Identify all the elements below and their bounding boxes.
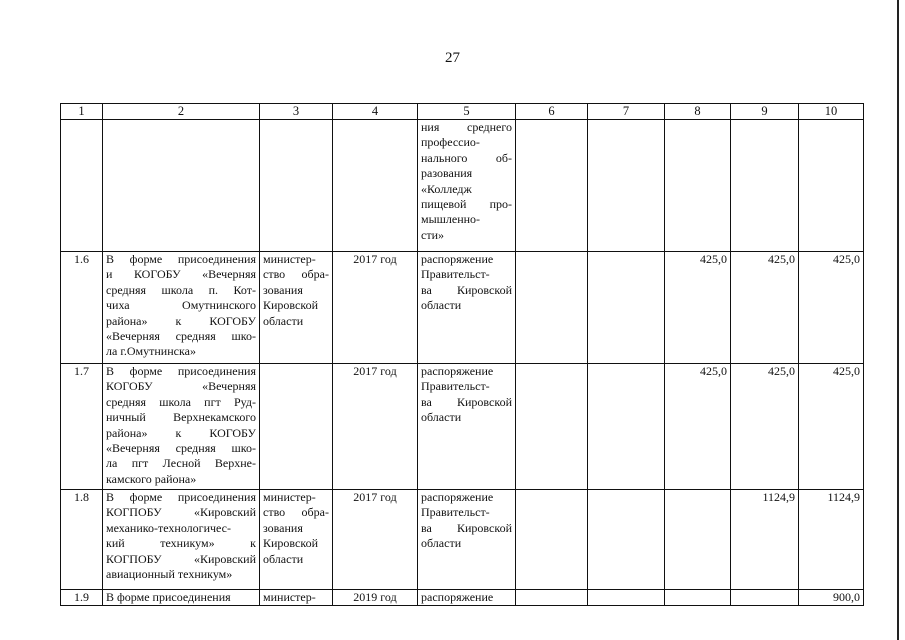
document-cell-line: области bbox=[421, 410, 462, 425]
year-cell: 2017 год bbox=[333, 364, 418, 490]
measure-description-line: «Вечерняя средняя шко- bbox=[106, 329, 256, 344]
measure-description-line: средняя школа пгт Руд- bbox=[106, 394, 256, 409]
measure-description-line: кий техникум» к bbox=[106, 536, 256, 551]
table-row bbox=[61, 364, 864, 490]
value-col10: 425,0 bbox=[799, 364, 864, 490]
document-cell bbox=[418, 120, 516, 252]
measure-description-line: камского района» bbox=[106, 471, 197, 486]
document-cell-line: разования bbox=[421, 166, 473, 181]
document-cell-line: ва Кировской bbox=[421, 520, 512, 535]
page-number: 27 bbox=[445, 50, 460, 66]
measure-description-line: КОГПОБУ «Кировский bbox=[106, 551, 256, 566]
value-col8 bbox=[665, 490, 731, 590]
measure-description-line: ничный Верхнекамского bbox=[106, 410, 256, 425]
table-row bbox=[61, 120, 864, 252]
document-cell-line: области bbox=[421, 536, 462, 551]
table-row bbox=[61, 590, 864, 606]
responsible-body-line: зования bbox=[263, 520, 303, 535]
row-number: 1.9 bbox=[61, 590, 103, 606]
value-col9 bbox=[731, 120, 799, 252]
value-col6 bbox=[516, 590, 588, 606]
document-cell-line: Правительст- bbox=[421, 379, 490, 394]
value-col10 bbox=[799, 120, 864, 252]
measure-description-line: КОГОБУ «Вечерняя bbox=[106, 379, 256, 394]
value-col9: 425,0 bbox=[731, 252, 799, 364]
col-header: 3 bbox=[260, 104, 333, 120]
measure-description-line: В форме присоединения bbox=[106, 590, 231, 604]
responsible-body bbox=[260, 590, 333, 606]
year-cell: 2019 год bbox=[333, 590, 418, 606]
col-header: 2 bbox=[103, 104, 260, 120]
document-cell bbox=[418, 490, 516, 590]
measure-description-line: В форме присоединения bbox=[106, 490, 256, 504]
table-row bbox=[61, 490, 864, 590]
value-col8 bbox=[665, 120, 731, 252]
responsible-body-line: ство обра- bbox=[263, 505, 329, 520]
document-cell-line: пищевой про- bbox=[421, 197, 512, 212]
document-cell-line: сти» bbox=[421, 227, 444, 242]
value-col10: 1124,9 bbox=[799, 490, 864, 590]
value-col6 bbox=[516, 364, 588, 490]
row-number bbox=[61, 120, 103, 252]
value-col8: 425,0 bbox=[665, 364, 731, 490]
measure-description-line: чиха Омутнинского bbox=[106, 298, 256, 313]
measure-description-line: авиационный техникум» bbox=[106, 567, 233, 582]
table-row bbox=[61, 252, 864, 364]
measure-description bbox=[103, 590, 260, 606]
measure-description-line: района» к КОГОБУ bbox=[106, 425, 256, 440]
document-cell-line: «Колледж bbox=[421, 181, 472, 196]
measure-description bbox=[103, 364, 260, 490]
measure-description-line: В форме присоединения bbox=[106, 252, 256, 266]
responsible-body-line: зования bbox=[263, 282, 303, 297]
document-cell-line: Правительст- bbox=[421, 505, 490, 520]
responsible-body bbox=[260, 490, 333, 590]
responsible-body-line: Кировской bbox=[263, 298, 318, 313]
measure-description-line: средняя школа п. Кот- bbox=[106, 282, 256, 297]
measure-description-line: механико-технологичес- bbox=[106, 520, 231, 535]
document-cell-line: ва Кировской bbox=[421, 394, 512, 409]
measure-description-line: В форме присоединения bbox=[106, 364, 256, 378]
value-col9: 1124,9 bbox=[731, 490, 799, 590]
measure-description-line: ла г.Омутнинска» bbox=[106, 344, 196, 359]
responsible-body-line: министер- bbox=[263, 252, 316, 266]
value-col7 bbox=[588, 120, 665, 252]
responsible-body bbox=[260, 364, 333, 490]
header-row bbox=[61, 104, 864, 120]
year-cell: 2017 год bbox=[333, 490, 418, 590]
document-cell-line: ва Кировской bbox=[421, 282, 512, 297]
document-cell bbox=[418, 364, 516, 490]
value-col6 bbox=[516, 490, 588, 590]
col-header: 1 bbox=[61, 104, 103, 120]
page-edge bbox=[897, 0, 899, 640]
year-cell bbox=[333, 120, 418, 252]
document-cell-line: распоряжение bbox=[421, 252, 494, 266]
measure-description-line: района» к КОГОБУ bbox=[106, 313, 256, 328]
responsible-body bbox=[260, 120, 333, 252]
col-header: 9 bbox=[731, 104, 799, 120]
measure-description bbox=[103, 120, 260, 252]
measure-description bbox=[103, 490, 260, 590]
document-cell-line: профессио- bbox=[421, 135, 480, 150]
document-cell-line: мышленно- bbox=[421, 212, 481, 227]
col-header: 6 bbox=[516, 104, 588, 120]
col-header: 10 bbox=[799, 104, 864, 120]
value-col10: 900,0 bbox=[799, 590, 864, 606]
document-cell-line: ния среднего bbox=[421, 120, 512, 134]
responsible-body-line: ство обра- bbox=[263, 267, 329, 282]
document-cell bbox=[418, 590, 516, 606]
responsible-body-line: министер- bbox=[263, 490, 316, 504]
value-col10: 425,0 bbox=[799, 252, 864, 364]
value-col7 bbox=[588, 490, 665, 590]
value-col9: 425,0 bbox=[731, 364, 799, 490]
row-number: 1.8 bbox=[61, 490, 103, 590]
document-cell-line: нального об- bbox=[421, 150, 512, 165]
responsible-body-line: министер- bbox=[263, 590, 316, 604]
value-col7 bbox=[588, 590, 665, 606]
measure-description-line: КОГПОБУ «Кировский bbox=[106, 505, 256, 520]
value-col6 bbox=[516, 120, 588, 252]
year-cell: 2017 год bbox=[333, 252, 418, 364]
responsible-body-line: области bbox=[263, 313, 304, 328]
responsible-body-line: области bbox=[263, 551, 304, 566]
value-col7 bbox=[588, 364, 665, 490]
value-col8 bbox=[665, 590, 731, 606]
document-cell bbox=[418, 252, 516, 364]
document-cell-line: распоряжение bbox=[421, 590, 494, 604]
document-cell-line: Правительст- bbox=[421, 267, 490, 282]
measure-description bbox=[103, 252, 260, 364]
responsible-body bbox=[260, 252, 333, 364]
responsible-body-line: Кировской bbox=[263, 536, 318, 551]
value-col9 bbox=[731, 590, 799, 606]
value-col8: 425,0 bbox=[665, 252, 731, 364]
document-cell-line: распоряжение bbox=[421, 490, 494, 504]
col-header: 8 bbox=[665, 104, 731, 120]
document-cell-line: области bbox=[421, 298, 462, 313]
measure-description-line: и КОГОБУ «Вечерняя bbox=[106, 267, 256, 282]
measure-description-line: «Вечерняя средняя шко- bbox=[106, 441, 256, 456]
row-number: 1.7 bbox=[61, 364, 103, 490]
value-col7 bbox=[588, 252, 665, 364]
col-header: 4 bbox=[333, 104, 418, 120]
col-header: 7 bbox=[588, 104, 665, 120]
value-col6 bbox=[516, 252, 588, 364]
row-number: 1.6 bbox=[61, 252, 103, 364]
budget-table bbox=[60, 103, 864, 606]
document-cell-line: распоряжение bbox=[421, 364, 494, 378]
measure-description-line: ла пгт Лесной Верхне- bbox=[106, 456, 256, 471]
col-header: 5 bbox=[418, 104, 516, 120]
